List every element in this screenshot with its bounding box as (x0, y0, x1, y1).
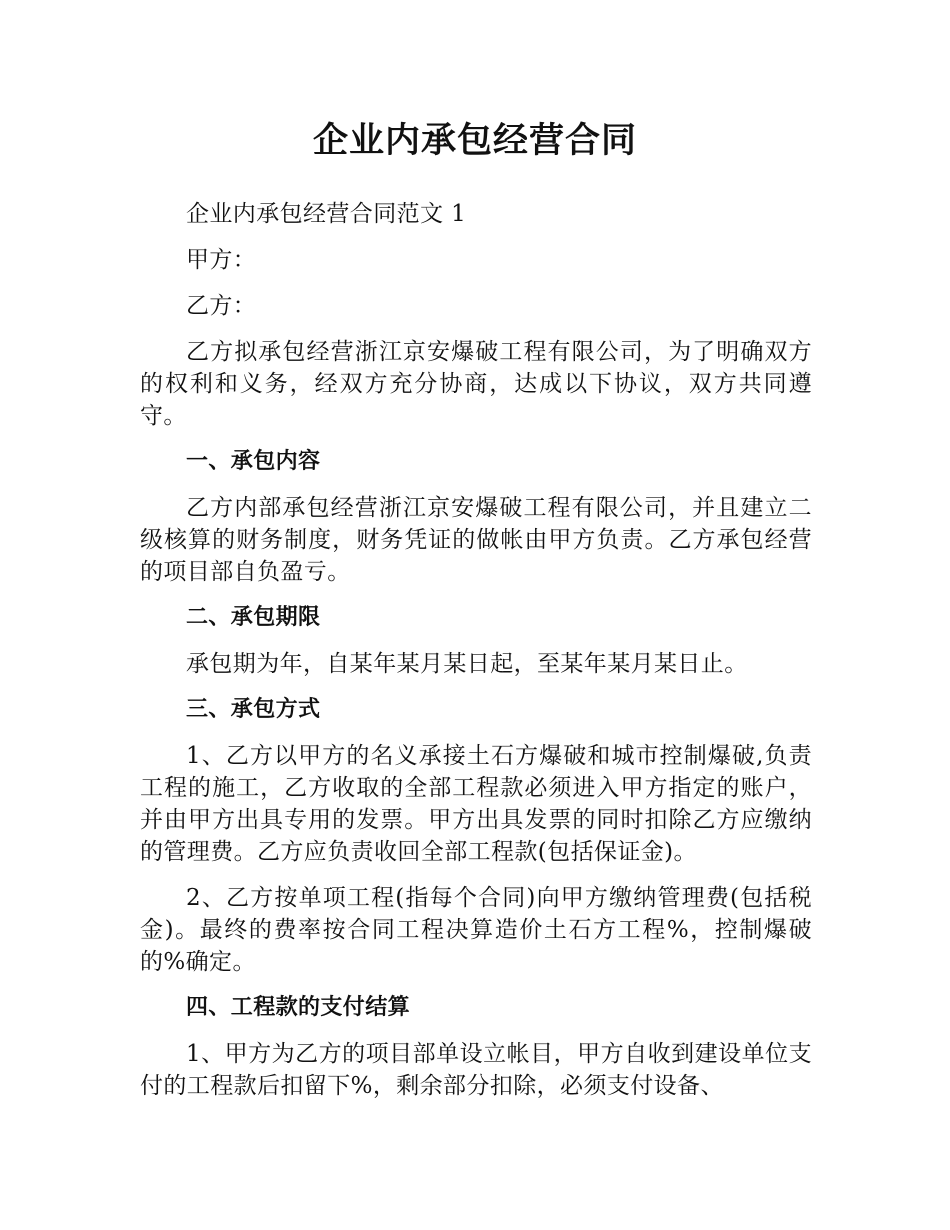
document-body (140, 198, 812, 1116)
document-title: 企业内承包经营合同 (312, 121, 637, 161)
section-heading-content: 一、承包内容 (186, 449, 321, 474)
section-heading-payment: 四、工程款的支付结算 (186, 995, 411, 1020)
section-term-paragraph: 承包期为年，自某年某月某日起，至某年某月某日止。 (186, 651, 748, 677)
section-method-paragraph-2: 2、乙方按单项工程(指每个合同)向甲方缴纳管理费(包括税金)。最终的费率按合同工程决算造价土石方工程%，控制爆破的%确定。 (140, 885, 812, 975)
document-subtitle: 企业内承包经营合同范文 1 (186, 201, 467, 227)
section-payment-paragraph: 1、甲方为乙方的项目部单设立帐目，甲方自收到建设单位支付的工程款后扣留下%，剩余部分扣除，必须支付设备、 (140, 1041, 812, 1099)
section-content-paragraph: 乙方内部承包经营浙江京安爆破工程有限公司，并且建立二级核算的财务制度，财务凭证的做帐由甲方负责。乙方承包经营的项目部自负盈亏。 (140, 495, 812, 585)
party-b-label: 乙方： (186, 293, 257, 319)
intro-paragraph: 乙方拟承包经营浙江京安爆破工程有限公司，为了明确双方的权利和义务，经双方充分协商，达成以下协议，双方共同遵守。 (140, 339, 812, 429)
party-a-label: 甲方： (186, 247, 257, 273)
section-heading-term: 二、承包期限 (186, 605, 321, 630)
section-heading-method: 三、承包方式 (186, 697, 321, 722)
section-method-paragraph-1: 1、乙方以甲方的名义承接土石方爆破和城市控制爆破,负责工程的施工，乙方收取的全部工程款必须进入甲方指定的账户，并由甲方出具专用的发票。甲方出具发票的同时扣除乙方应缴纳的管理费。乙方应负责收回全部工程款(包括保证金)。 (140, 743, 812, 865)
